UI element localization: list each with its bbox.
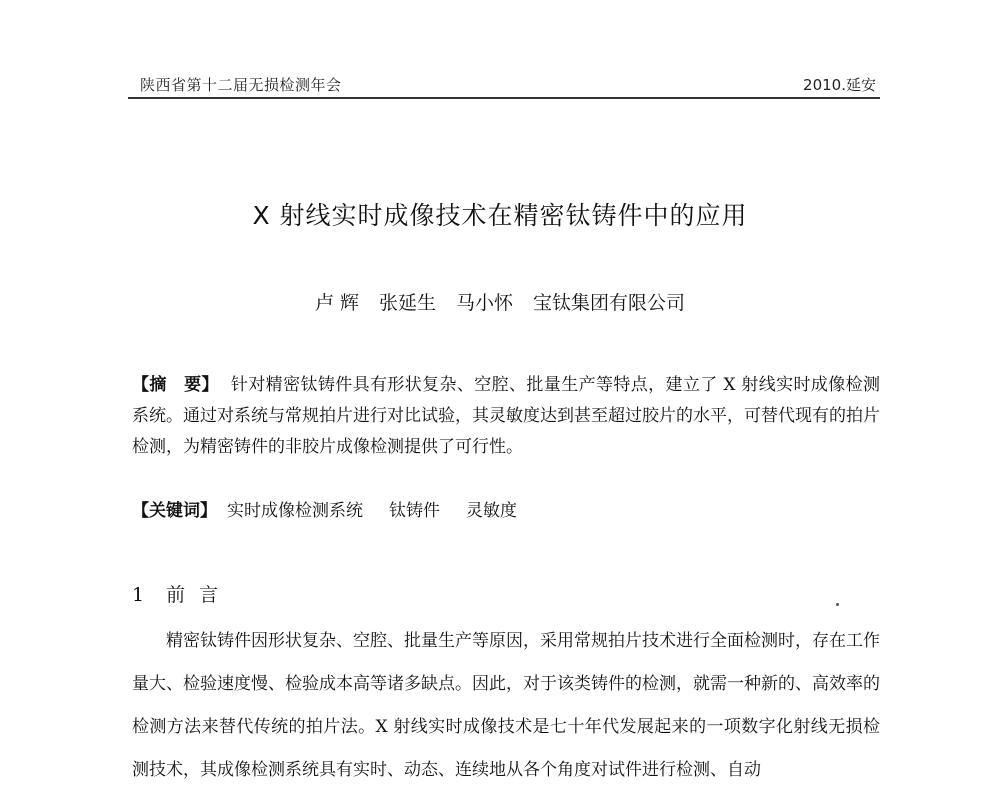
- abstract-label: 【摘 要】: [132, 375, 219, 395]
- running-header: [140, 74, 876, 98]
- keyword-2: 钛铸件: [389, 501, 440, 521]
- keywords: [132, 496, 880, 521]
- scan-speck: [836, 603, 839, 606]
- section-title: 前言: [166, 584, 233, 606]
- author-affiliation: 宝钛集团有限公司: [533, 292, 686, 314]
- header-rule: [128, 97, 880, 99]
- section-number: 1: [132, 584, 147, 606]
- body-paragraph: 精密钛铸件因形状复杂、空腔、批量生产等原因，采用常规拍片技术进行全面检测时，存在工作量大、检验速度慢、检验成本高等诸多缺点。因此，对于该类铸件的检测，就需一种新的、高效率的检测方法来替代传统的拍片法。X 射线实时成像技术是七十年代发展起来的一项数字化射线无损检测技术，其成像检测系统具有实时、动态、连续地从各个角度对试件进行检测、自动: [132, 631, 880, 780]
- section-heading: [132, 580, 232, 607]
- author-2: 张延生: [379, 292, 437, 314]
- keyword-1: 实时成像检测系统: [227, 501, 363, 521]
- author-line: [0, 288, 1000, 315]
- keywords-label: 【关键词】: [132, 501, 217, 521]
- abstract: [132, 370, 880, 463]
- header-year-place: 2010.延安: [803, 76, 876, 94]
- author-1: 卢 辉: [314, 292, 359, 314]
- paper-title: X 射线实时成像技术在精密钛铸件中的应用: [252, 201, 748, 230]
- body-text: [132, 620, 880, 792]
- keyword-3: 灵敏度: [466, 501, 517, 521]
- conference-name: 陕西省第十二届无损检测年会: [140, 76, 342, 94]
- author-3: 马小怀: [456, 292, 514, 314]
- abstract-text: 针对精密钛铸件具有形状复杂、空腔、批量生产等特点，建立了 X 射线实时成像检测系统。通过对系统与常规拍片进行对比试验，其灵敏度达到甚至超过胶片的水平，可替代现有的拍片检测，为精密铸件的非胶片成像检测提供了可行性。: [132, 375, 880, 457]
